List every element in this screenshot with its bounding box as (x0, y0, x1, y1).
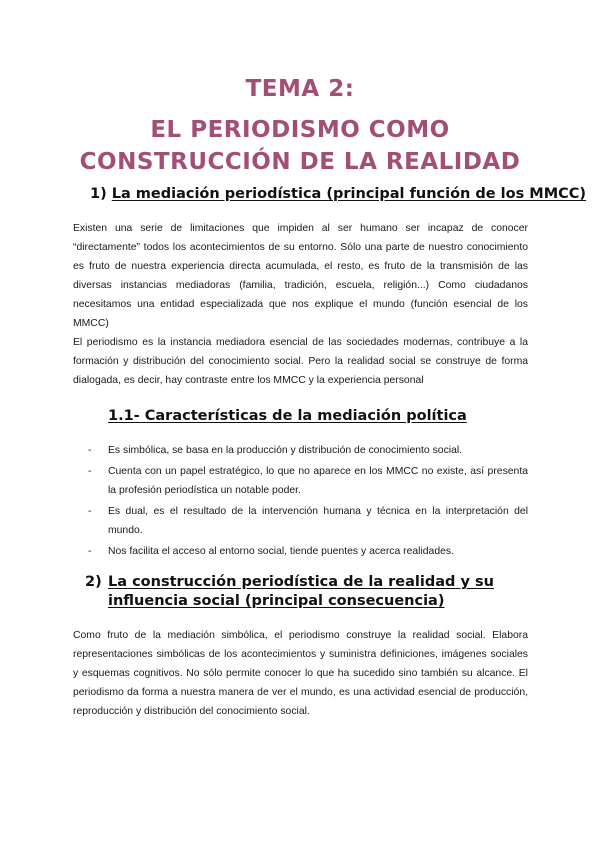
section-1-body (73, 219, 528, 390)
section-1-1-heading: 1.1- Características de la mediación política (108, 408, 467, 424)
bullet-marker: - (88, 445, 92, 456)
list-item-text: Nos facilita el acceso al entorno social, tiende puentes y acerca realidades. (108, 546, 454, 557)
bullet-marker: - (88, 506, 92, 517)
list-item (88, 542, 528, 561)
title-tema: TEMA 2: (245, 76, 355, 102)
bullet-marker: - (88, 466, 92, 477)
section-1-number: 1) (90, 186, 107, 202)
section-2-heading-text: La construcción periodística de la realidad y su influencia social (principal consecuencia) (108, 574, 494, 609)
section-1-1-list (88, 441, 528, 563)
list-item (88, 441, 528, 460)
section-2-heading (85, 573, 530, 611)
section-2-paragraph: Como fruto de la mediación simbólica, el periodismo construye la realidad social. Elabora representaciones simbólicas de los acontecimientos y suministra definiciones, imágenes sociales y esquemas cognitivos. No sólo permite conocer lo que ha sucedido sino también su alcance. El periodismo da forma a nuestra manera de ver el mundo, es una actividad esencial de producción, reproducción y distribución del conocimiento social. (73, 630, 528, 717)
list-item (88, 502, 528, 540)
section-2-body (73, 626, 528, 721)
list-item-text: Es simbólica, se basa en la producción y distribución de conocimiento social. (108, 445, 463, 456)
section-1-heading (90, 186, 586, 202)
section-1-paragraph-1: Existen una serie de limitaciones que impiden al ser humano ser incapaz de conocer “directamente” todos los acontecimientos de su entorno. Sólo una parte de nuestro conocimiento es fruto de nuestra experiencia directa acumulada, el resto, es fruto de la transmisión de las diversas instancias mediadoras (familia, tradición, escuela, religión...) Como ciudadanos necesitamos una entidad especializada que nos explique el mundo (función esencial de los MMCC) (73, 223, 528, 329)
title-line-3: CONSTRUCCIÓN DE LA REALIDAD (79, 149, 521, 175)
section-1-paragraph-2: El periodismo es la instancia mediadora esencial de las sociedades modernas, contribuye a la formación y distribución del conocimiento social. Pero la realidad social se construye de forma dialogada, es decir, hay contraste entre los MMCC y la experiencia personal (73, 337, 528, 386)
list-item-text: Cuenta con un papel estratégico, lo que no aparece en los MMCC no existe, así presenta la profesión periodística un notable poder. (108, 466, 528, 496)
section-2-number: 2) (85, 574, 102, 590)
bullet-marker: - (88, 546, 92, 557)
section-1-heading-text: La mediación periodística (principal función de los MMCC) (111, 186, 587, 202)
title-line-2: EL PERIODISMO COMO (150, 117, 450, 143)
list-item-text: Es dual, es el resultado de la intervención humana y técnica en la interpretación del mundo. (108, 506, 528, 536)
list-item (88, 462, 528, 500)
